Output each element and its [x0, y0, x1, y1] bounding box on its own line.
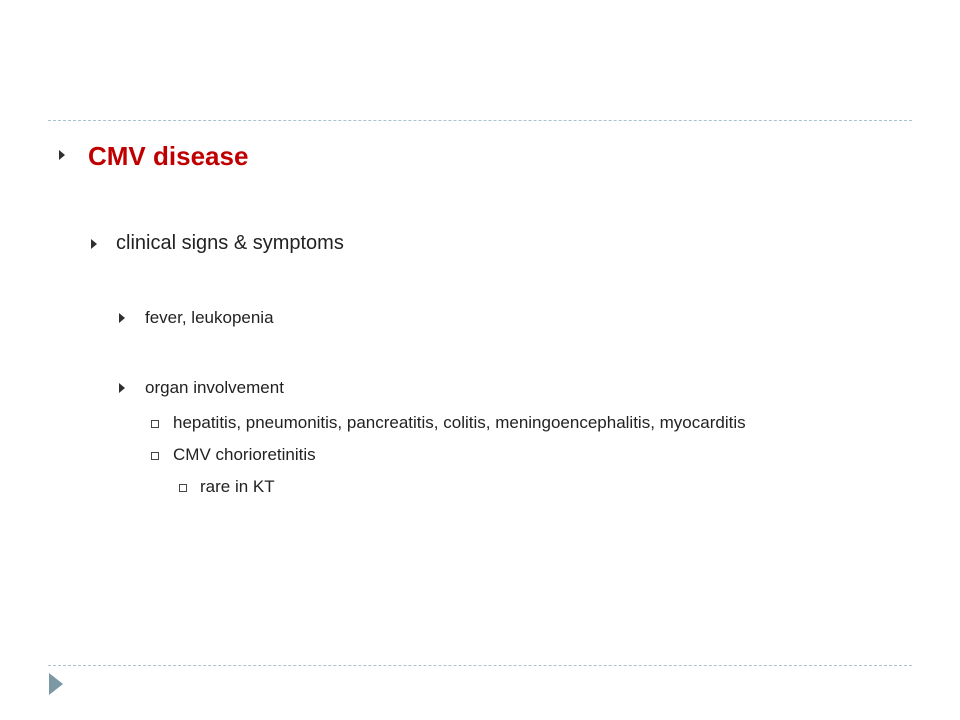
top-divider	[48, 120, 912, 121]
bullet-organ-involvement: organ involvement	[145, 378, 284, 397]
square-bullet-icon	[151, 420, 159, 428]
square-bullet-icon	[179, 484, 187, 492]
bullet-organ-list: hepatitis, pneumonitis, pancreatitis, colitis, meningoencephalitis, myocarditis	[173, 413, 746, 432]
triangle-bullet-icon	[119, 383, 125, 393]
next-slide-arrow-icon[interactable]	[49, 673, 63, 695]
triangle-bullet-icon	[59, 150, 65, 160]
triangle-bullet-icon	[119, 313, 125, 323]
bottom-divider	[48, 665, 912, 666]
bullet-clinical-signs: clinical signs & symptoms	[116, 232, 344, 254]
square-bullet-icon	[151, 452, 159, 460]
bullet-fever-leukopenia: fever, leukopenia	[145, 308, 274, 327]
triangle-bullet-icon	[91, 239, 97, 249]
bullet-rare-in-kt: rare in KT	[200, 477, 275, 496]
bullet-chorioretinitis: CMV chorioretinitis	[173, 445, 316, 464]
slide-title: CMV disease	[88, 141, 249, 171]
